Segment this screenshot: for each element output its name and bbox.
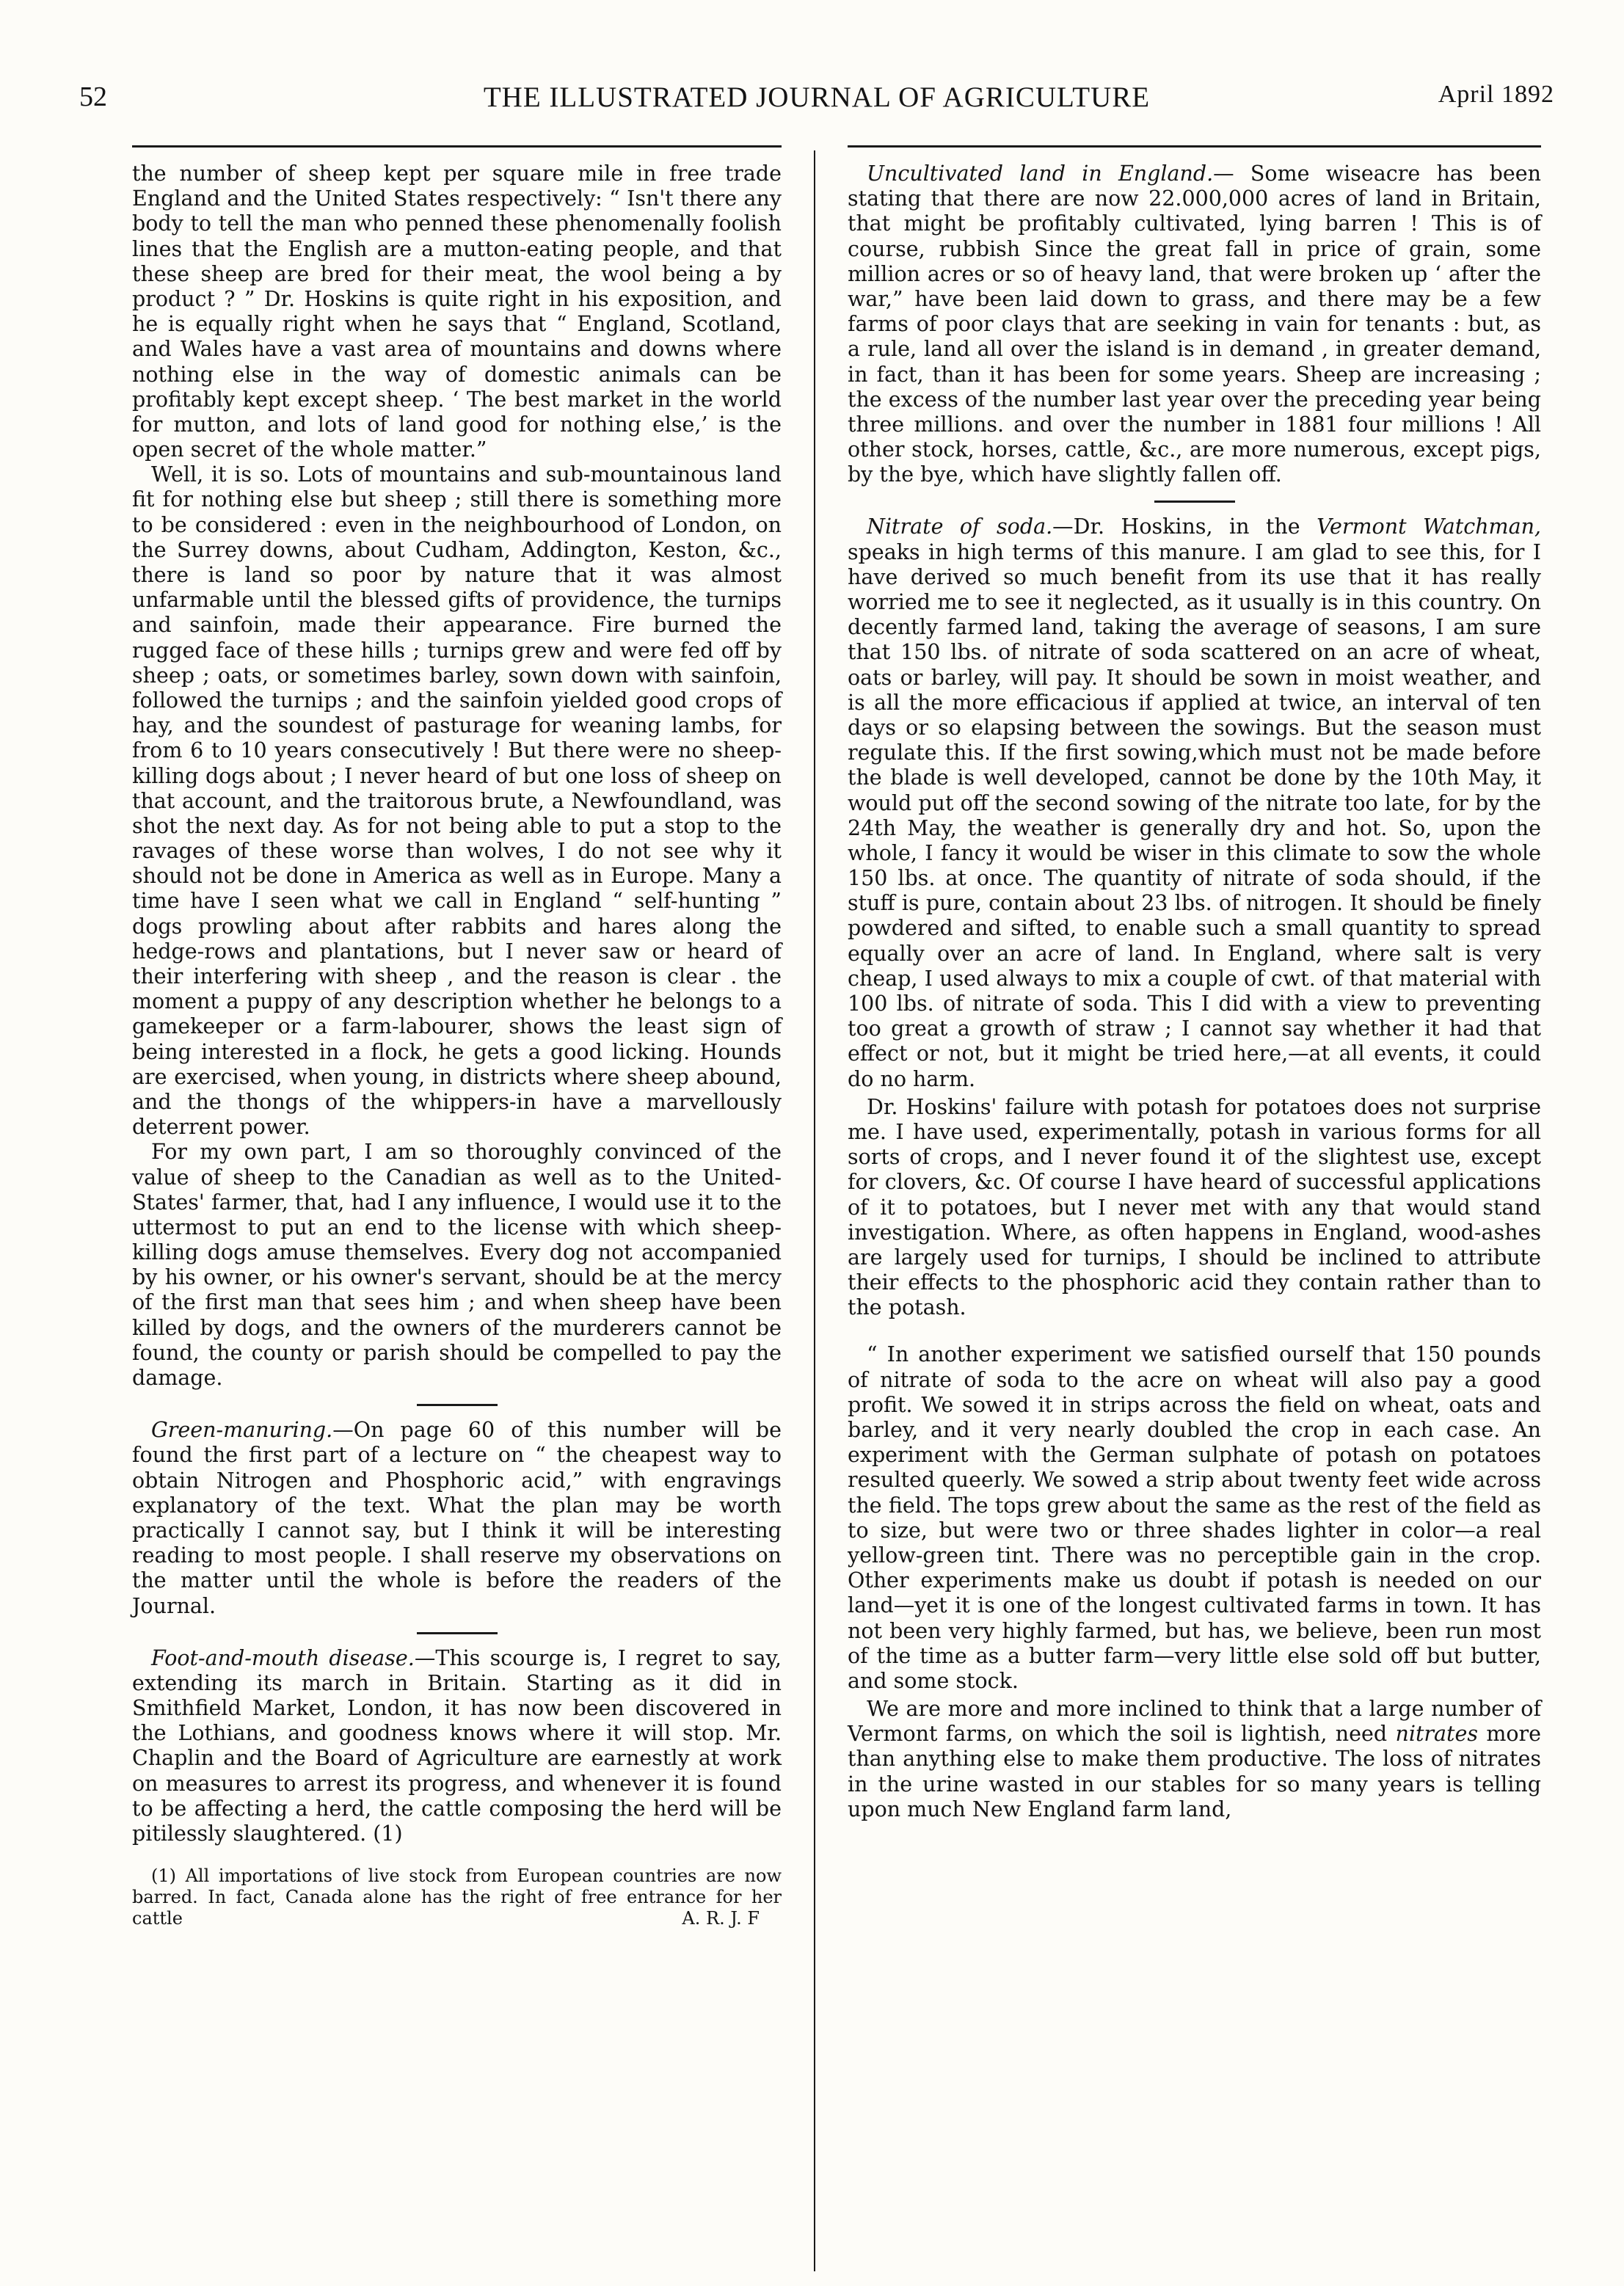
foot-and-mouth-text: —This scourge is, I regret to say, extending its march in Britain. Starting as it did in Smithfield Market, London, it has now been discovered in the Lothians, and goodness knows where it will stop. Mr. Chaplin and the Board of Agriculture are earnestly at work on measures to arrest its progress, and whenever it is found to be affecting a herd, the cattle composing the herd will be pitilessly slaughtered. (1) (132, 1645, 782, 1846)
section-rule (417, 1404, 498, 1406)
nitrate-text-body: speaks in high terms of this manure. I am glad to see this, for I have derived so much benefit from its use that it has really worried me to see it neglected, as it usually is in this country. On decently farmed land, taking the average of seasons, I am sure that 150 lbs. of nitrate of soda scattered on an acre of wheat, oats or barley, will pay. It should be sown in moist weather, and is all the more efficacious if applied at twice, an interval of ten days or so elapsing between the sowings. But the season must regulate this. If the first sowing,which must not be made before the blade is well developed, cannot be done by the 10th May, it would put off the second sowing of the nitrate too late, for by the 24th May, the weather is generally dry and hot. So, upon the whole, I fancy it would be wiser in this climate to sow the whole 150 lbs. at once. The quantity of nitrate of soda should, if the stuff is pure, contain about 23 lbs. of nitrogen. It should be finely powdered and sifted, to enable such a small quantity to spread equally over an acre of land. In England, where salt is very cheap, I used always to mix a couple of cwt. of that material with 100 lbs. of nitrate of soda. This I did with a view to preventing too great a growth of straw ; I cannot say whether it had that effect or not, but it might be tried here,—at all events, it could do no harm. (848, 539, 1541, 1091)
header-rule-right (848, 145, 1541, 148)
uncultivated-land-text: — Some wiseacre has been stating that there are now 22.000,000 acres of land in Britain, that might be profitably cultivated, lying barren ! This is of course, rubbish Since the great fall in price of grain, some million acres or so of heavy land, that were broken up ‘ after the war,” have been laid down to grass, and there may be a few farms of poor clays that are seeking in vain for tenants : but, as a rule, land all over the island is in demand , in greater demand, in fact, than it has been for some years. Sheep are increasing ; the excess of the number last year over the preceding year being three millions. and over the number in 1881 four millions ! All other stock, horses, cattle, &c., are more numerous, except pigs, by the bye, which have slightly fallen off. (848, 161, 1542, 487)
uncultivated-land-heading: Uncultivated land in England. (867, 161, 1214, 186)
footnote (132, 1865, 782, 1929)
foot-and-mouth-heading: Foot-and-mouth disease. (151, 1645, 415, 1670)
page-header (79, 81, 1554, 125)
paragraph-spacer (848, 1320, 1541, 1342)
sheep-continued-paragraph: the number of sheep kept per square mile in free trade England and the United States respectively: “ Isn't there any body to tell the man who penned these phenomenally foolish lines that the English are a mutton-eating people, and that these sheep are bred for their meat, the wool being a by product ? ” Dr. Hoskins is quite right in his exposition, and he is equally right when he says that “ England, Scotland, and Wales have a vast area of mountains and downs where nothing else in the way of domestic animals can be profitably kept except sheep. ‘ The best market in the world for mutton, and lots of land good for nothing else,’ is the open secret of the whole matter.” (132, 161, 782, 462)
column-divider (814, 150, 815, 2271)
green-manuring-heading: Green-manuring. (151, 1418, 333, 1443)
nitrate-text-intro: —Dr. Hoskins, in the (1052, 514, 1317, 539)
quoted-experiment-paragraph: “ In another experiment we satisfied ourself that 150 pounds of nitrate of soda to the acre on wheat will also pay a good profit. We sowed it in strips across the field on wheat, oats and barley, and it very nearly doubled the crop in each case. An experiment with the German sulphate of potash on potatoes resulted queerly. We sowed a strip about twenty feet wide across the field. The tops grew about the same as the rest of the field as to size, but were two or three shades lighter in color—a real yellow-green tint. There was no perceptible gain in the crop. Other experiments make us doubt if potash is needed on our land—yet it is one of the longest cultivated farms in town. It has not been very highly farmed, but has, we believe, been run most of the time as a butter farm—very little else sold off but butter, and some stock. (848, 1342, 1541, 1693)
sheep-dogs-paragraph: Well, it is so. Lots of mountains and sub-mountainous land fit for nothing else but sheep ; still there is something more to be considered : even in the neighbourhood of London, on the Surrey downs, about Cudham, Addington, Keston, &c., there is land so poor by nature that it was almost unfarmable until the blessed gifts of providence, the turnips and sainfoin, made their appearance. Fire burned the rugged face of these hills ; turnips grew and were fed off by sheep ; oats, or sometimes barley, sown down with sainfoin, followed the turnips ; and the sainfoin yielded good crops of hay, and the soundest of pasturage for weaning lambs, for from 6 to 10 years consecutively ! But there were no sheep-killing dogs about ; I never heard of but one loss of sheep on that account, and the traitorous brute, a Newfoundland, was shot the next day. As for not being able to put a stop to the ravages of these worse than wolves, I do not see why it should not be done in America as well as in Europe. Many a time have I seen what we call in England “ self-hunting ” dogs prowling about after rabbits and hares along the hedge-rows and plantations, but I never saw or heard of their interfering with sheep , and the reason is clear . the moment a puppy of any description whether he belongs to a gamekeeper or a farm-labourer, shows the least sign of being interested in a flock, he gets a good licking. Hounds are exercised, when young, in districts where sheep abound, and the thongs of the whippers-in have a marvellously deterrent power. (132, 462, 782, 1140)
left-column (132, 161, 782, 1929)
nitrates-emphasis: nitrates (1395, 1722, 1478, 1747)
page-number: 52 (79, 81, 107, 112)
section-rule (417, 1632, 498, 1634)
foot-and-mouth-paragraph (132, 1646, 782, 1847)
nitrate-of-soda-heading: Nitrate of soda. (867, 514, 1053, 539)
green-manuring-text: —On page 60 of this number will be found the first part of a lecture on “ the cheapest way to obtain Nitrogen and Phosphoric acid,” with engravings explanatory of the text. What the plan may be worth practically I cannot say, but I think it will be interesting reading to most people. I shall reserve my observations on the matter until the whole is before the readers of the Journal. (132, 1418, 782, 1618)
right-column (848, 161, 1541, 1822)
nitrate-of-soda-paragraph (848, 514, 1541, 1091)
vermont-farms-paragraph (848, 1697, 1541, 1822)
vermont-farms-text: We are more and more inclined to think that a large number of Vermont farms, on which the soil is lightish, need (848, 1697, 1541, 1747)
sheep-license-paragraph: For my own part, I am so thoroughly convinced of the value of sheep to the Canadian as well as to the United-States' farmer, that, had I any influence, I would use it to the uttermost to put an end to the license with which sheep-killing dogs amuse themselves. Every dog not accompanied by his owner, or his owner's servant, should be at the mercy of the first man that sees him ; and when sheep have been killed by dogs, and the owners of the murderers cannot be found, the county or parish should be compelled to pay the damage. (132, 1140, 782, 1390)
potash-failure-paragraph: Dr. Hoskins' failure with potash for potatoes does not surprise me. I have used, experimentally, potash in various forms for all sorts of crops, and I never found it of the slightest use, except for clovers, &c. Of course I have heard of successful applications of it to potatoes, but I never met with any that would stand investigation. Where, as often happens in England, wood-ashes are largely used for turnips, I should be inclined to attribute their effects to the phosphoric acid they contain rather than to the potash. (848, 1094, 1541, 1320)
header-rule-left (132, 145, 782, 148)
green-manuring-paragraph (132, 1418, 782, 1619)
issue-date: April 1892 (1438, 81, 1554, 108)
footnote-signature: A. R. J. F (682, 1907, 760, 1929)
uncultivated-land-paragraph (848, 161, 1541, 487)
vermont-farms-text-end: more than anything else to make them productive. The loss of nitrates in the urine wasted in our stables for so many years is telling upon much New England farm land, (848, 1722, 1542, 1821)
footnote-text: (1) All importations of live stock from European countries are now barred. In fact, Canada alone has the right of free entrance for her cattle (132, 1865, 782, 1929)
vermont-watchman-title: Vermont Watchman, (1317, 514, 1541, 539)
journal-title: THE ILLUSTRATED JOURNAL OF AGRICULTURE (483, 81, 1151, 113)
section-rule (1154, 500, 1235, 503)
